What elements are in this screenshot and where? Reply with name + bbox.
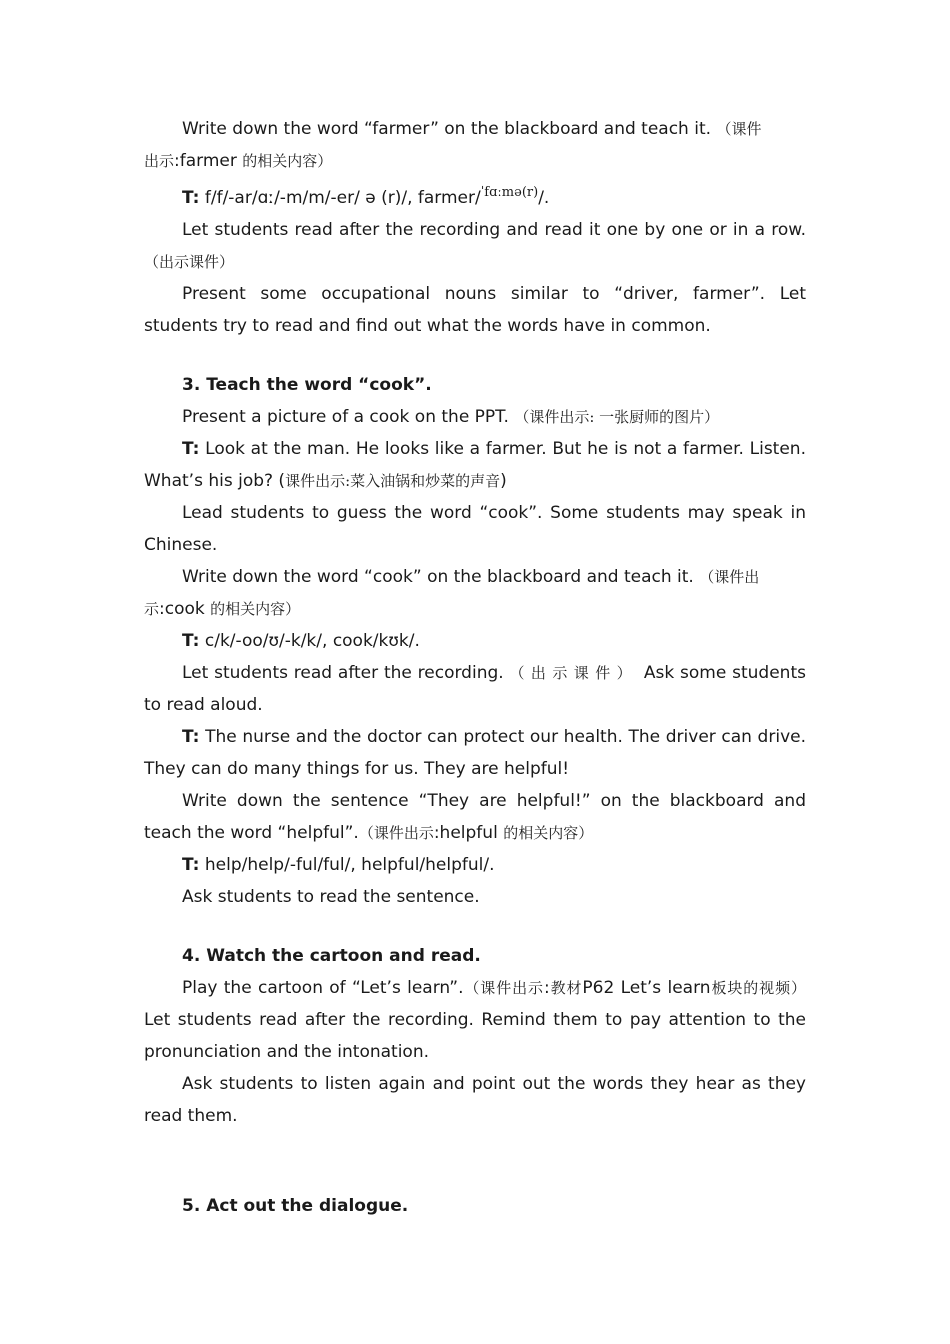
paragraph-read-sentence: Ask students to read the sentence.	[182, 887, 480, 907]
paragraph-cook-dialogue: T: Look at the man. He looks like a farmer. But he is not a farmer. Listen. What’s his job? (课件出示:菜入油锅和炒菜的声音)	[144, 439, 806, 491]
phonetic-transcription: ˈfɑːmə(r)	[480, 185, 539, 200]
paragraph-cook-phonics: T: c/k/-oo/ʊ/-k/k/, cook/kʊk/.	[182, 631, 420, 651]
paragraph-cook-picture: Present a picture of a cook on the PPT. （课件出示: 一张厨师的图片）	[182, 407, 720, 427]
paragraph-helpful-write: Write down the sentence “They are helpful!” on the blackboard and teach the word “helpful”.（课件出示:helpful 的相关内容）	[144, 791, 806, 843]
paragraph-guess-cook: Lead students to guess the word “cook”. Some students may speak in Chinese.	[144, 503, 806, 555]
paragraph-helpful-phonics: T: help/help/-ful/ful/, helpful/helpful/.	[182, 855, 495, 875]
paragraph-farmer-write: Write down the word “farmer” on the blackboard and teach it. （课件 出示:farmer 的相关内容）	[144, 119, 762, 171]
paragraph-occupational-nouns: Present some occupational nouns similar to “driver, farmer”. Let students try to read and find out what the words have in common.	[144, 284, 806, 336]
paragraph-read-recording: Let students read after the recording and read it one by one or in a row. （出示课件）	[144, 220, 806, 271]
section-heading-3: 3. Teach the word “cook”.	[182, 375, 432, 395]
paragraph-cook-write: Write down the word “cook” on the blackboard and teach it. （课件出 示:cook 的相关内容）	[144, 567, 760, 619]
section-heading-4: 4. Watch the cartoon and read.	[182, 946, 481, 966]
paragraph-cook-recording: Let students read after the recording. （出示课件） Ask some students to read aloud.	[144, 663, 806, 715]
paragraph-play-cartoon: Play the cartoon of “Let’s learn”.（课件出示:教材P62 Let’s learn板块的视频） Let students read after the recording. Remind them to pay attention to the pronunciation and the intonation.	[144, 978, 806, 1062]
paragraph-farmer-phonics: T: f/f/-ar/ɑː/-m/m/-er/ ə (r)/, farmer/$^{ˈfɑːmə(r)}$/.	[182, 185, 550, 208]
paragraph-listen-again: Ask students to listen again and point out the words they hear as they read them.	[144, 1074, 806, 1126]
section-heading-5: 5. Act out the dialogue.	[182, 1196, 409, 1216]
paragraph-helpful-dialogue: T: The nurse and the doctor can protect our health. The driver can drive. They can do many things for us. They are helpful!	[144, 727, 806, 779]
document-page	[144, 113, 806, 1222]
